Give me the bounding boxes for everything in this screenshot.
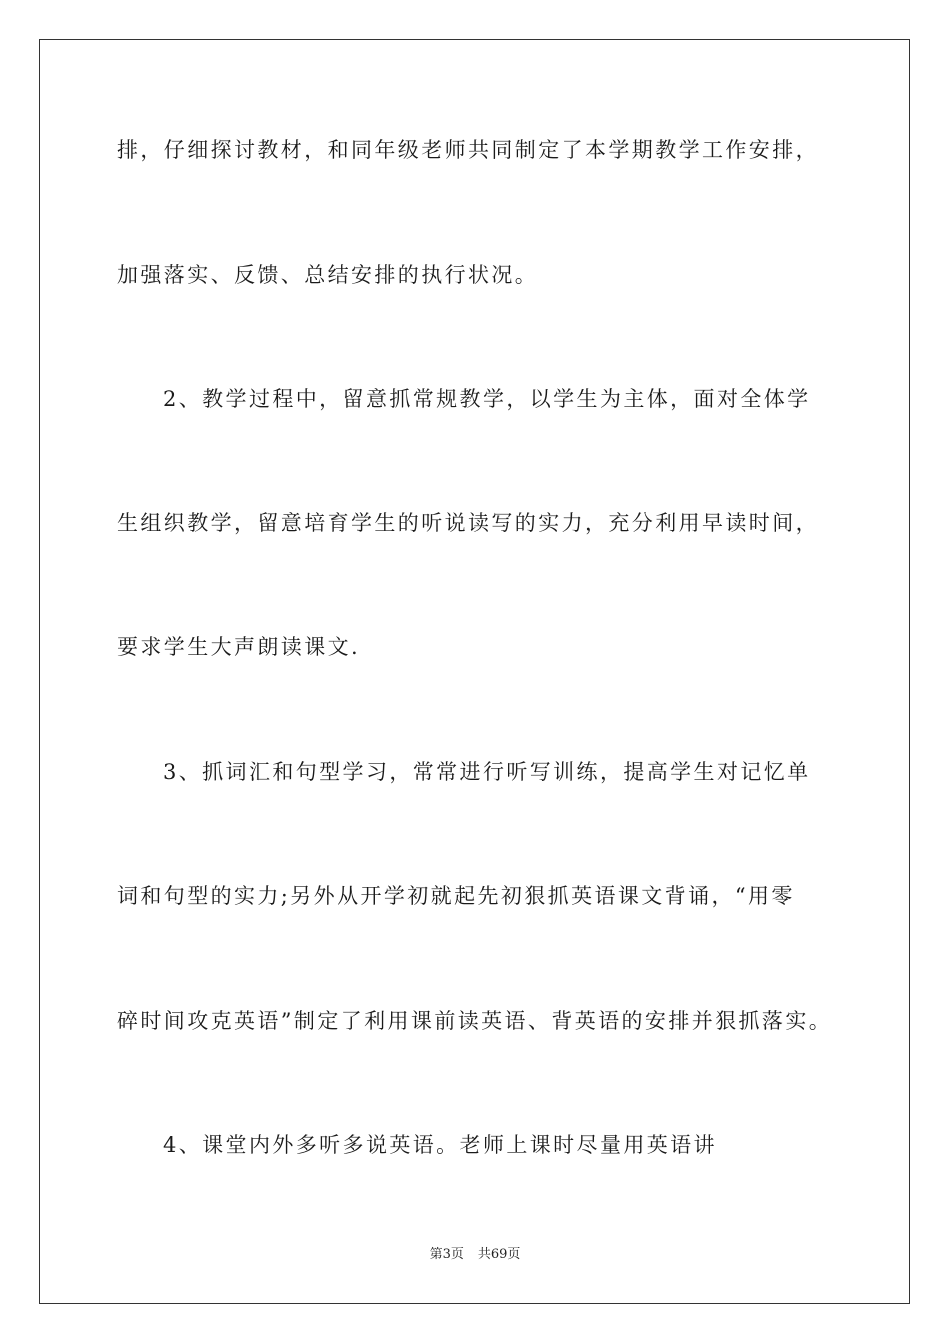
page-border xyxy=(39,39,910,1304)
paragraph-line: 2、教学过程中，留意抓常规教学，以学生为主体，面对全体学 xyxy=(163,387,811,411)
paragraph-line: 词和句型的实力;另外从开学初就起先初狠抓英语课文背诵，“用零 xyxy=(117,884,795,908)
paragraph-line: 生组织教学，留意培育学生的听说读写的实力，充分利用早读时间， xyxy=(117,511,819,535)
paragraph-line: 要求学生大声朗读课文. xyxy=(117,635,361,659)
paragraph-line: 3、抓词汇和句型学习，常常进行听写训练，提高学生对记忆单 xyxy=(163,760,811,784)
total-pages: 共69页 xyxy=(477,1247,521,1262)
paragraph-line: 排，仔细探讨教材，和同年级老师共同制定了本学期教学工作安排， xyxy=(117,138,819,162)
paragraph-line: 4、课堂内外多听多说英语。老师上课时尽量用英语讲 xyxy=(163,1133,717,1157)
page-number: 第3页 xyxy=(429,1247,464,1262)
paragraph-line: 加强落实、反馈、总结安排的执行状况。 xyxy=(117,263,539,287)
paragraph-line: 碎时间攻克英语”制定了利用课前读英语、背英语的安排并狠抓落实。 xyxy=(117,1009,833,1033)
page-footer xyxy=(0,1246,950,1264)
